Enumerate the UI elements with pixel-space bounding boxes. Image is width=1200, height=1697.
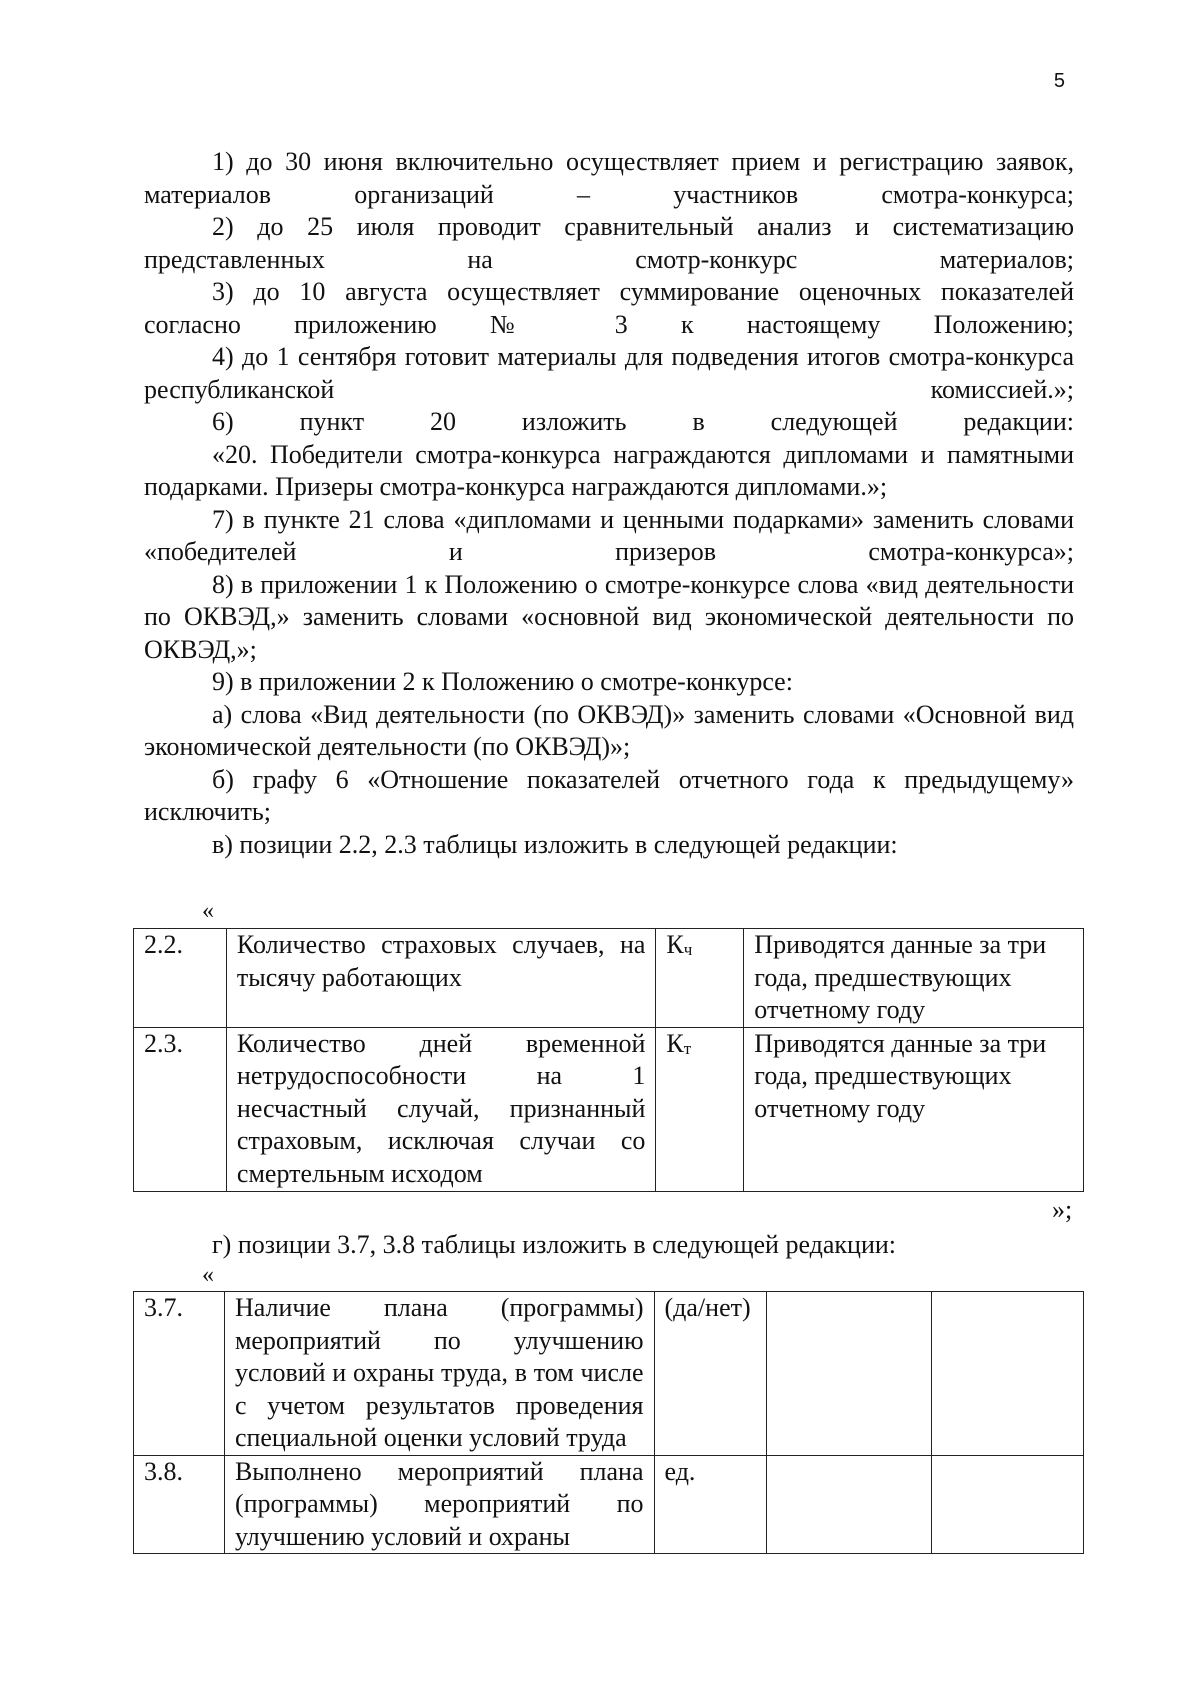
row-cell-4 bbox=[767, 1292, 932, 1456]
open-quote-2: « bbox=[202, 1262, 214, 1288]
row-unit: (да/нет) bbox=[654, 1292, 767, 1456]
symbol-subscript: ч bbox=[683, 940, 693, 959]
page-number: 5 bbox=[1053, 70, 1065, 92]
paragraph-5: 6) пункт 20 изложить в следующей редакции: bbox=[212, 407, 1074, 436]
row-description: Наличие плана (программы) мероприятий по улучшению условий и охраны труда, в том числе с учетом результатов проведения специальной оценки условий труда bbox=[224, 1292, 654, 1456]
table-positions-3 bbox=[133, 1291, 1084, 1554]
row-cell-4 bbox=[767, 1455, 932, 1554]
close-quote: »; bbox=[1052, 1195, 1073, 1224]
table-row bbox=[134, 929, 1084, 1028]
table-positions-2 bbox=[133, 928, 1084, 1192]
row-number: 3.7. bbox=[134, 1292, 225, 1456]
row-description: Количество страховых случаев, на тысячу работающих bbox=[226, 929, 656, 1028]
row-note: Приводятся данные за три года, предшествующих отчетному году bbox=[744, 929, 1084, 1028]
paragraph-3: 3) до 10 августа осуществляет суммирование оценочных показателей согласно приложению № 3 к настоящему Положению; bbox=[144, 277, 1074, 339]
row-number: 2.3. bbox=[134, 1027, 227, 1191]
row-unit: ед. bbox=[654, 1455, 767, 1554]
paragraph-1: 1) до 30 июня включительно осуществляет прием и регистрацию заявок, материалов организаций – участников смотра-конкурса; bbox=[144, 147, 1074, 209]
paragraph-9: 9) в приложении 2 к Положению о смотре-конкурсе: bbox=[212, 667, 793, 696]
row-description: Выполнено мероприятий плана (программы) мероприятий по улучшению условий и охраны bbox=[224, 1455, 654, 1554]
paragraph-8: 8) в приложении 1 к Положению о смотре-конкурсе слова «вид деятельности по ОКВЭД,» заменить словами «основной вид экономической деятельности по ОКВЭД,»; bbox=[144, 569, 1074, 664]
body-text bbox=[144, 146, 1074, 861]
paragraph-7: 7) в пункте 21 слова «дипломами и ценными подарками» заменить словами «победителей и призеров смотра-конкурса»; bbox=[144, 504, 1074, 566]
row-cell-5 bbox=[932, 1455, 1084, 1554]
row-cell-5 bbox=[932, 1292, 1084, 1456]
table-row bbox=[134, 1027, 1084, 1191]
paragraph-4: 4) до 1 сентября готовит материалы для подведения итогов смотра-конкурса республиканской комиссией.»; bbox=[144, 342, 1074, 404]
paragraph-6: «20. Победители смотра-конкурса награждаются дипломами и памятными подарками. Призеры смотра-конкурса награждаются дипломами.»; bbox=[144, 439, 1074, 501]
row-number: 2.2. bbox=[134, 929, 227, 1028]
open-quote-1: « bbox=[202, 898, 214, 924]
row-symbol: Кч bbox=[656, 929, 744, 1028]
row-symbol: Кт bbox=[656, 1027, 744, 1191]
paragraph-10: а) слова «Вид деятельности (по ОКВЭД)» заменить словами «Основной вид экономической деятельности (по ОКВЭД)»; bbox=[144, 699, 1074, 761]
paragraph-g: г) позиции 3.7, 3.8 таблицы изложить в следующей редакции: bbox=[212, 1230, 897, 1259]
paragraph-12: в) позиции 2.2, 2.3 таблицы изложить в следующей редакции: bbox=[212, 829, 898, 859]
symbol-subscript: т bbox=[683, 1038, 692, 1058]
table-row bbox=[134, 1455, 1084, 1554]
row-note: Приводятся данные за три года, предшествующих отчетному году bbox=[744, 1027, 1084, 1191]
row-description: Количество дней временной нетрудоспособности на 1 несчастный случай, признанный страховым, исключая случаи со смертельным исходом bbox=[226, 1027, 656, 1191]
paragraph-2: 2) до 25 июля проводит сравнительный анализ и систематизацию представленных на смотр-конкурс материалов; bbox=[144, 212, 1074, 274]
table-row bbox=[134, 1292, 1084, 1456]
paragraph-11: б) графу 6 «Отношение показателей отчетного года к предыдущему» исключить; bbox=[144, 764, 1074, 826]
row-number: 3.8. bbox=[134, 1455, 225, 1554]
